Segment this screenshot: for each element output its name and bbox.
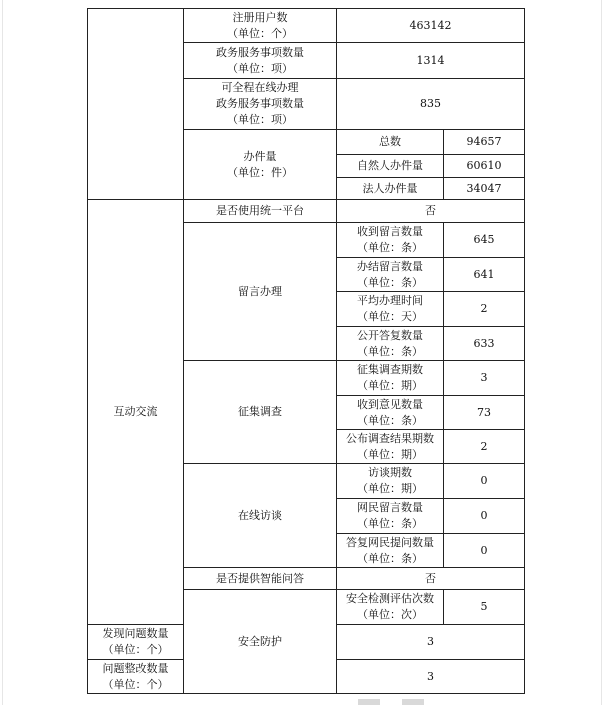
- online-items-label: 可全程在线办理 政务服务事项数量 （单位：项）: [184, 79, 337, 130]
- unified-platform-label: 是否使用统一平台: [184, 200, 337, 223]
- interview-messages-value: 0: [444, 499, 525, 534]
- survey-opinions-label: 收到意见数量 （单位：条）: [337, 396, 444, 430]
- messages-public-replies-value: 633: [444, 327, 525, 361]
- survey-group-label: 征集调查: [184, 361, 337, 464]
- top-section-blank-cell: [88, 9, 184, 200]
- handled-legal-person-label: 法人办件量: [337, 178, 444, 200]
- survey-results-value: 2: [444, 430, 525, 464]
- interaction-section-label: 互动交流: [88, 200, 184, 625]
- handled-natural-person-value: 60610: [444, 155, 525, 178]
- survey-opinions-value: 73: [444, 396, 525, 430]
- interview-messages-label: 网民留言数量 （单位：条）: [337, 499, 444, 534]
- handled-natural-person-label: 自然人办件量: [337, 155, 444, 178]
- messages-public-replies-label: 公开答复数量 （单位：条）: [337, 327, 444, 361]
- page-shadow-mark: [402, 699, 424, 705]
- survey-periods-label: 征集调查期数 （单位：期）: [337, 361, 444, 396]
- security-checks-label: 安全检测评估次数 （单位：次）: [337, 590, 444, 625]
- issues-found-value: 3: [337, 625, 525, 660]
- survey-periods-value: 3: [444, 361, 525, 396]
- handled-legal-person-value: 34047: [444, 178, 525, 200]
- issues-fixed-value: 3: [337, 660, 525, 694]
- security-section-label: 安全防护: [184, 590, 337, 694]
- messages-received-label: 收到留言数量 （单位：条）: [337, 223, 444, 258]
- page-edge-left: [2, 0, 3, 705]
- messages-closed-label: 办结留言数量 （单位：条）: [337, 258, 444, 292]
- messages-avg-time-value: 2: [444, 292, 525, 327]
- messages-closed-value: 641: [444, 258, 525, 292]
- page-shadow-mark: [358, 699, 380, 705]
- interview-replies-value: 0: [444, 534, 525, 568]
- issues-found-label: 发现问题数量 （单位：个）: [88, 625, 184, 660]
- page-edge-right: [601, 0, 602, 705]
- survey-results-label: 公布调查结果期数 （单位：期）: [337, 430, 444, 464]
- online-items-value: 835: [337, 79, 525, 130]
- messages-group-label: 留言办理: [184, 223, 337, 361]
- table-row: [88, 200, 525, 223]
- interview-replies-label: 答复网民提问数量 （单位：条）: [337, 534, 444, 568]
- interview-periods-value: 0: [444, 464, 525, 499]
- messages-received-value: 645: [444, 223, 525, 258]
- handled-total-value: 94657: [444, 130, 525, 155]
- registered-users-value: 463142: [337, 9, 525, 43]
- handled-cases-label: 办件量 （单位：件）: [184, 130, 337, 200]
- gov-service-items-value: 1314: [337, 43, 525, 79]
- table-row: [88, 9, 525, 43]
- interview-periods-label: 访谈期数 （单位：期）: [337, 464, 444, 499]
- messages-avg-time-label: 平均办理时间 （单位：天）: [337, 292, 444, 327]
- smart-qa-value: 否: [337, 568, 525, 590]
- registered-users-label: 注册用户数 （单位：个）: [184, 9, 337, 43]
- smart-qa-label: 是否提供智能问答: [184, 568, 337, 590]
- handled-total-label: 总数: [337, 130, 444, 155]
- security-checks-value: 5: [444, 590, 525, 625]
- gov-service-items-label: 政务服务事项数量 （单位：项）: [184, 43, 337, 79]
- unified-platform-value: 否: [337, 200, 525, 223]
- issues-fixed-label: 问题整改数量 （单位：个）: [88, 660, 184, 694]
- gov-website-stats-table: [87, 8, 525, 694]
- interview-group-label: 在线访谈: [184, 464, 337, 568]
